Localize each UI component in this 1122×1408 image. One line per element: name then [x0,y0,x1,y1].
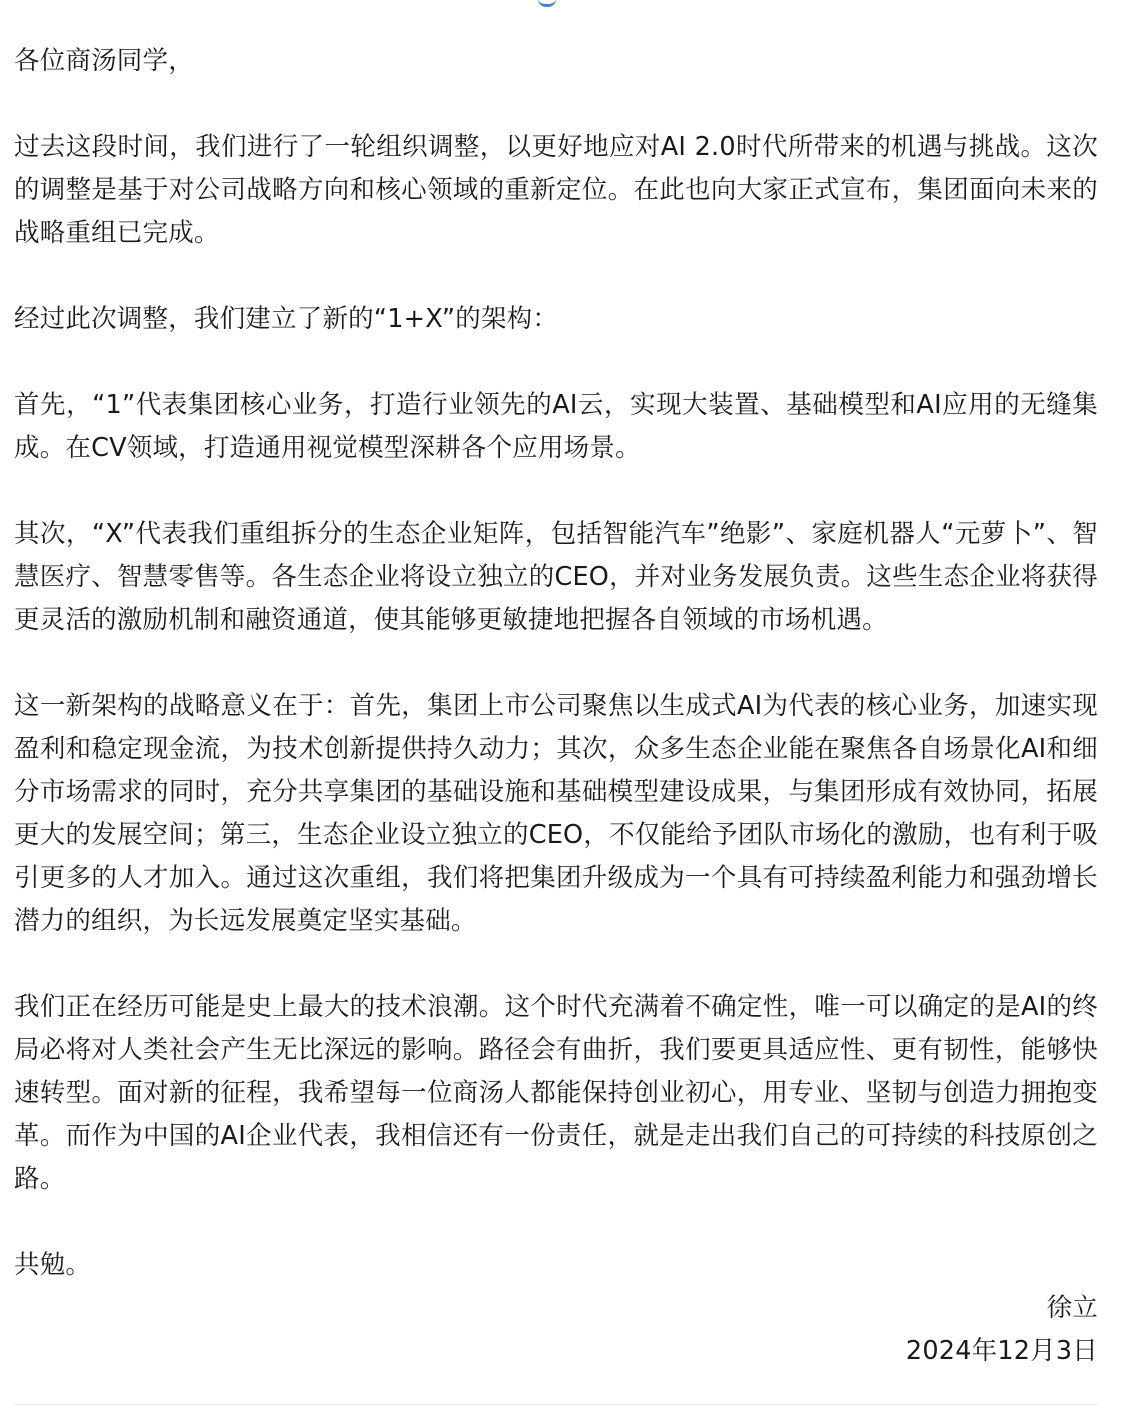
letter-paragraph-strategic-meaning: 这一新架构的战略意义在于：首先，集团上市公司聚焦以生成式AI为代表的核心业务，加速实现盈利和稳定现金流，为技术创新提供持久动力；其次，众多生态企业能在聚焦各自场景化AI和细分市场需求的同时，充分共享集团的基础设施和基础模型建设成果，与集团形成有效协同，拓展更大的发展空间；第三，生态企业设立独立的CEO，不仅能给予团队市场化的激励，也有利于吸引更多的人才加入。通过这次重组，我们将把集团升级成为一个具有可持续盈利能力和强劲增长潜力的组织，为长远发展奠定坚实基础。 [14,691,1098,936]
letter-paragraph-intro: 过去这段时间，我们进行了一轮组织调整，以更好地应对AI 2.0时代所带来的机遇与挑战。这次的调整是基于对公司战略方向和核心领域的重新定位。在此也向大家正式宣布，集团面向未来的战略重组已完成。 [14,132,1098,248]
top-cropped-mark [538,0,556,7]
letter-signer: 徐立 [1046,1293,1098,1323]
letter-paragraph-core-business: 首先，“1”代表集团核心业务，打造行业领先的AI云，实现大装置、基础模型和AI应用的无缝集成。在CV领域，打造通用视觉模型深耕各个应用场景。 [14,390,1098,463]
letter-paragraph-ecosystem: 其次，“X”代表我们重组拆分的生态企业矩阵，包括智能汽车”绝影”、家庭机器人“元萝卜”、智慧医疗、智慧零售等。各生态企业将设立独立的CEO，并对业务发展负责。这些生态企业将获得更灵活的激励机制和融资通道，使其能够更敏捷地把握各自领域的市场机遇。 [14,519,1098,635]
letter-paragraph-architecture: 经过此次调整，我们建立了新的“1+X”的架构： [14,304,559,334]
bottom-divider [14,1404,1098,1405]
letter-date: 2024年12月3日 [905,1336,1098,1366]
letter-closing: 共勉。 [14,1250,92,1280]
letter-body [14,40,1098,1373]
letter-greeting: 各位商汤同学， [14,46,194,76]
letter-paragraph-outlook: 我们正在经历可能是史上最大的技术浪潮。这个时代充满着不确定性，唯一可以确定的是AI的终局必将对人类社会产生无比深远的影响。路径会有曲折，我们要更具适应性、更有韧性，能够快速转型。面对新的征程，我希望每一位商汤人都能保持创业初心，用专业、坚韧与创造力拥抱变革。而作为中国的AI企业代表，我相信还有一份责任，就是走出我们自己的可持续的科技原创之路。 [14,992,1098,1194]
